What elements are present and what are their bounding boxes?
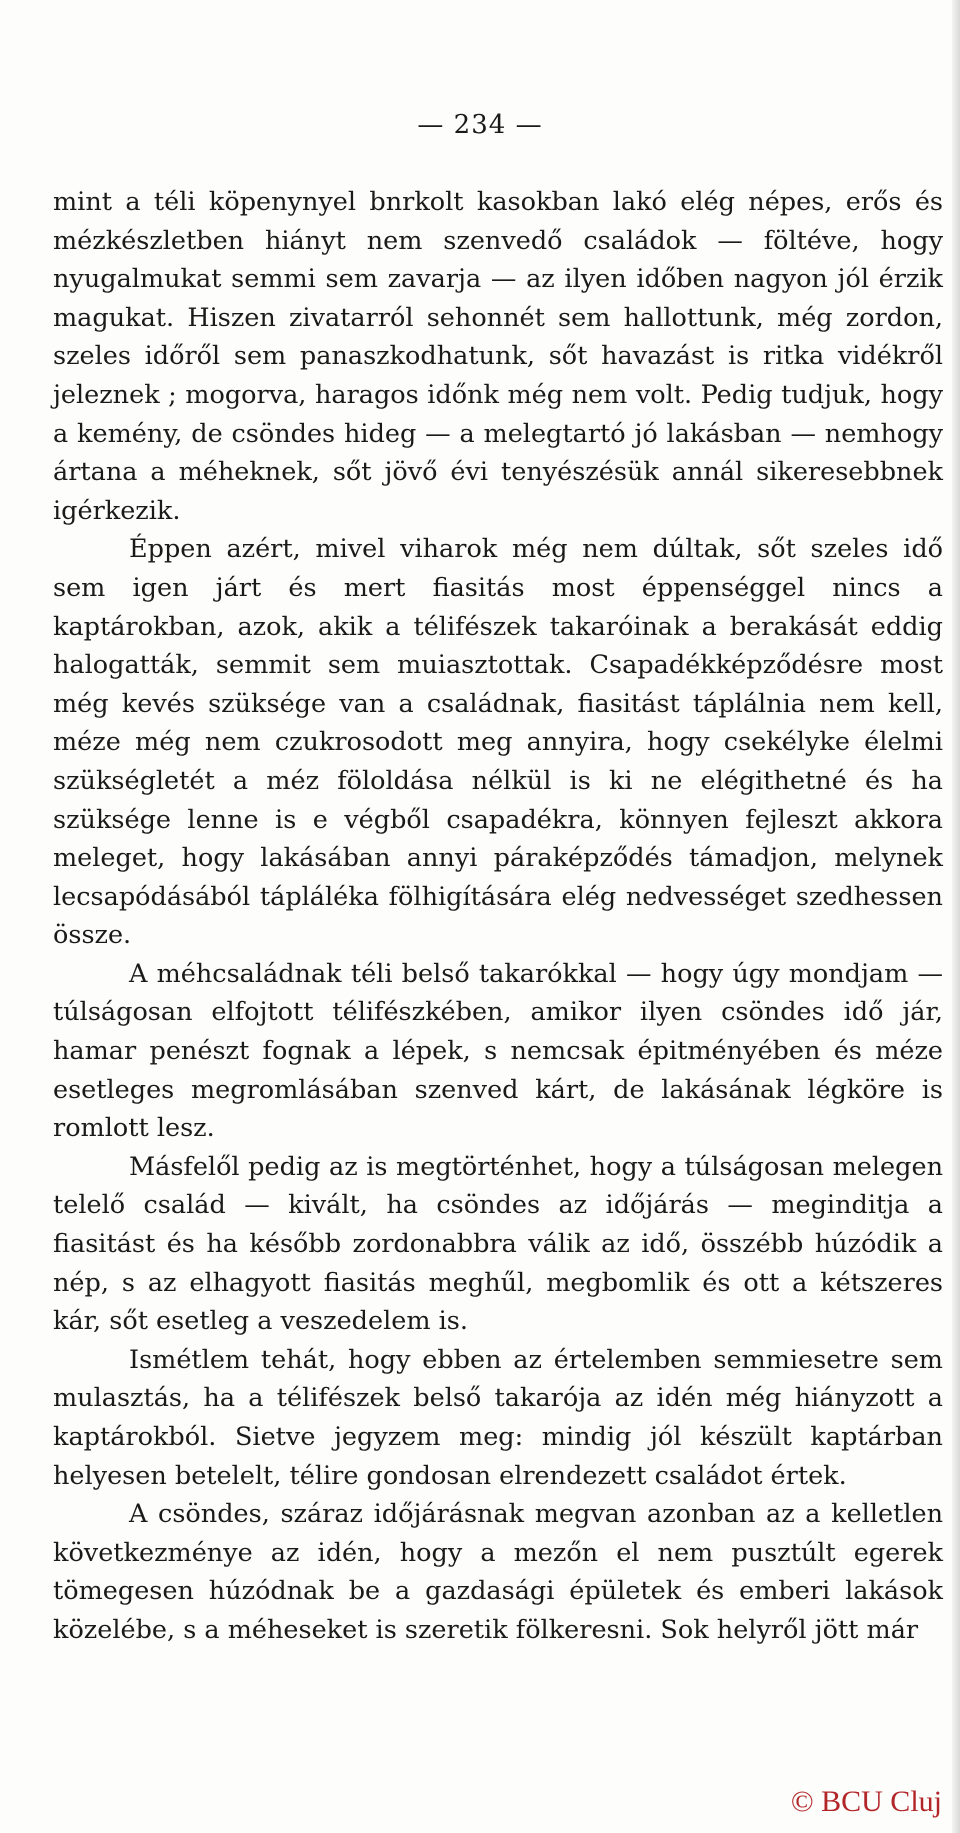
page-number: — 234 —: [417, 110, 543, 140]
paragraph-2: Éppen azért, mivel viharok még nem dúltak, sőt szeles idő sem igen járt és mert fiasitás most éppenséggel nincs a kaptárokban, azok, akik a télifészek takaróinak a berakását eddig halogatták, semmit sem muiasztottak. Csapadékképződésre most még kevés szüksége van a családnak, fiasitást táplálnia nem kell, méze még nem czukrosodott meg annyira, hogy csekélyke élelmi szükségletét a méz föloldása nélkül is ki ne elégithetné és ha szüksége lenne is e végből csapadékra, könnyen fejleszt akkora meleget, hogy lakásában annyi páraképződés támadjon, melynek lecsapódásából tápláléka fölhigítására elég nedvességet szedhessen össze.: [53, 534, 943, 951]
page-edge: [952, 0, 960, 1833]
copyright-watermark: © BCU Cluj: [790, 1785, 942, 1818]
body-text: [53, 183, 943, 1650]
paragraph-6: A csöndes, száraz időjárásnak megvan azonban az a kelletlen következménye az idén, hogy a mezőn el nem pusztúlt egerek tömegesen húzódnak be a gazdasági épületek és emberi lakások közelébe, s a méheseket is szeretik fölkeresni. Sok helyről jött már: [53, 1499, 943, 1645]
paragraph-4: Másfelől pedig az is megtörténhet, hogy a túlságosan melegen telelő család — kivált, ha csöndes az időjárás — meginditja a fiasitást és ha később zordonabbra válik az idő, összébb húzódik a nép, s az elhagyott fiasitás meghűl, megbomlik és ott a kétszeres kár, sőt esetleg a veszedelem is.: [53, 1151, 943, 1337]
paragraph-5: Ismétlem tehát, hogy ebben az értelemben semmiesetre sem mulasztás, ha a télifészek belső takarója az idén még hiányzott a kaptárokból. Sietve jegyzem meg: mindig jól készült kaptárban helyesen betelelt, télire gondosan elrendezett családot értek.: [53, 1344, 943, 1491]
paragraph-1: mint a téli köpenynyel bnrkolt kasokban lakó elég népes, erős és mézkészletben hiányt nem szenvedő családok — föltéve, hogy nyugalmukat semmi sem zavarja — az ilyen időben nagyon jól érzik magukat. Hiszen zivatarról sehonnét sem hallottunk, még zordon, szeles időről sem panaszkodhatunk, sőt havazást is ritka vidékről jeleznek ; mogorva, haragos időnk még nem volt. Pedig tudjuk, hogy a kemény, de csöndes hideg — a melegtartó jó lakásban — nemhogy ártana a méheknek, sőt jövő évi tenyészésük annál sikeresebbnek igérkezik.: [53, 187, 943, 526]
paragraph-3: A méhcsaládnak téli belső takarókkal — hogy úgy mondjam — túlságosan elfojtott télifészkében, amikor ilyen csöndes idő jár, hamar penészt fognak a lépek, s nemcsak épitményében és méze esetleges megromlásában szenved kárt, de lakásának légköre is romlott lesz.: [53, 958, 943, 1144]
